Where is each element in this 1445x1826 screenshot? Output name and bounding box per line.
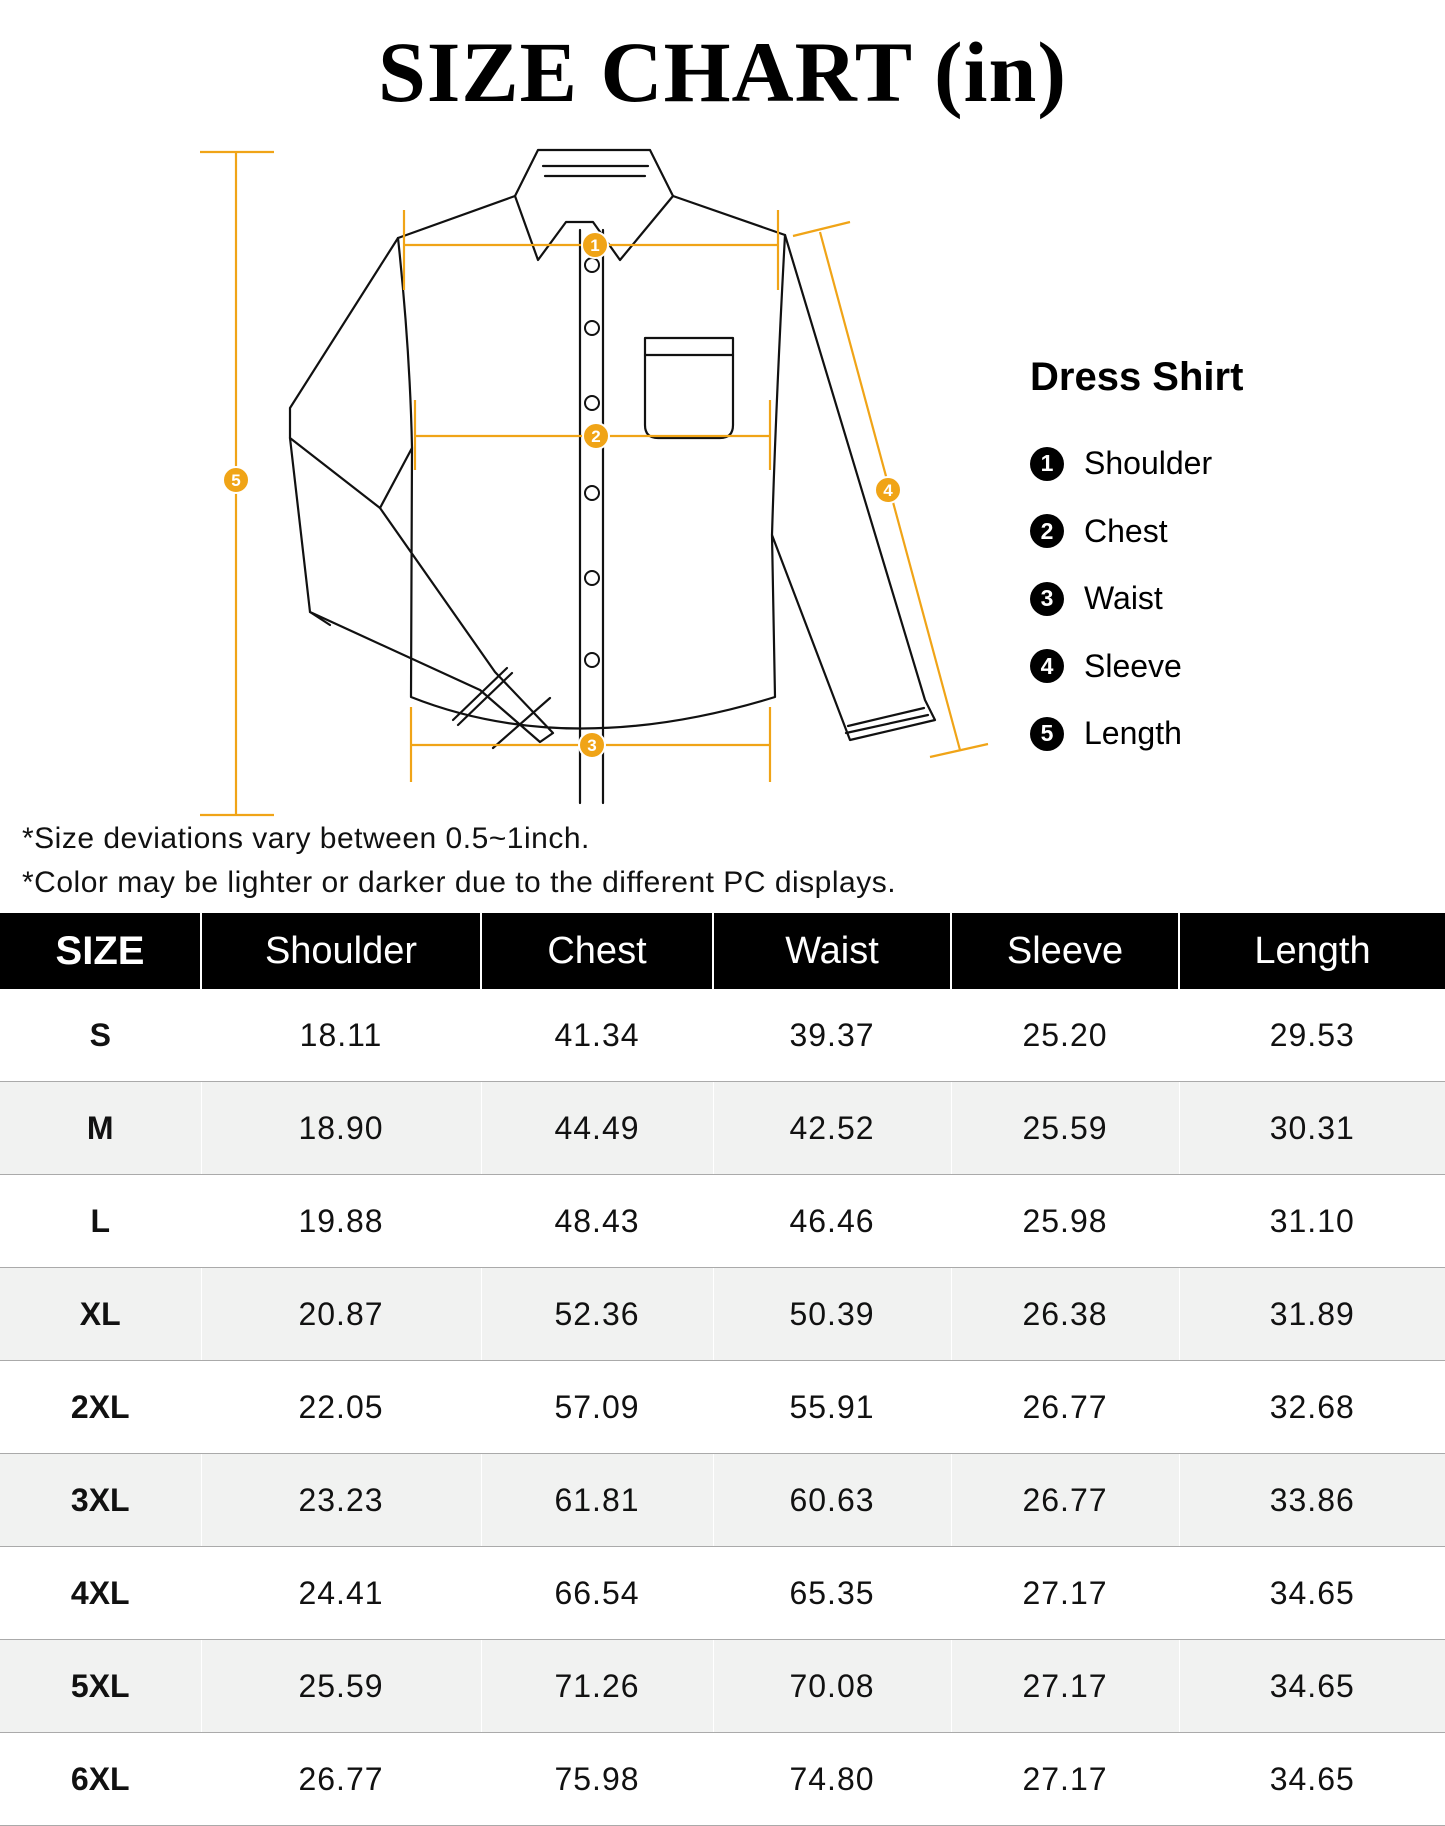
legend-title: Dress Shirt xyxy=(1030,355,1244,399)
legend-label: Sleeve xyxy=(1084,647,1182,684)
cell-shoulder: 18.11 xyxy=(201,989,481,1082)
svg-text:1: 1 xyxy=(590,236,600,255)
cell-size: 4XL xyxy=(0,1547,201,1640)
cell-sleeve: 25.20 xyxy=(951,989,1179,1082)
legend-label: Chest xyxy=(1084,512,1168,549)
legend-label: Waist xyxy=(1084,580,1163,617)
table-row xyxy=(0,1361,1445,1454)
cell-sleeve: 26.77 xyxy=(951,1454,1179,1547)
page-title: SIZE CHART (in) xyxy=(377,24,1068,120)
table-row xyxy=(0,1175,1445,1268)
legend-item-shoulder xyxy=(1030,430,1243,498)
cell-shoulder: 22.05 xyxy=(201,1361,481,1454)
cell-sleeve: 27.17 xyxy=(951,1547,1179,1640)
cell-waist: 42.52 xyxy=(713,1082,951,1175)
shirt-button xyxy=(585,396,599,410)
cell-length: 32.68 xyxy=(1179,1361,1445,1454)
cell-chest: 44.49 xyxy=(481,1082,713,1175)
cell-shoulder: 25.59 xyxy=(201,1640,481,1733)
cell-chest: 52.36 xyxy=(481,1268,713,1361)
cell-length: 29.53 xyxy=(1179,989,1445,1082)
cell-length: 33.86 xyxy=(1179,1454,1445,1547)
cell-size: S xyxy=(0,989,201,1082)
table-row xyxy=(0,1733,1445,1826)
column-header-size: SIZE xyxy=(0,913,201,989)
cell-waist: 74.80 xyxy=(713,1733,951,1826)
cell-waist: 60.63 xyxy=(713,1454,951,1547)
cell-size: L xyxy=(0,1175,201,1268)
note-size-deviation: *Size deviations vary between 0.5~1inch. xyxy=(22,822,590,855)
cell-waist: 50.39 xyxy=(713,1268,951,1361)
cell-shoulder: 18.90 xyxy=(201,1082,481,1175)
cell-chest: 71.26 xyxy=(481,1640,713,1733)
svg-text:2: 2 xyxy=(591,427,601,446)
cell-shoulder: 24.41 xyxy=(201,1547,481,1640)
cell-length: 31.89 xyxy=(1179,1268,1445,1361)
cell-sleeve: 26.77 xyxy=(951,1361,1179,1454)
cell-sleeve: 25.59 xyxy=(951,1082,1179,1175)
column-header-waist: Waist xyxy=(713,913,951,989)
cell-size: M xyxy=(0,1082,201,1175)
cell-shoulder: 20.87 xyxy=(201,1268,481,1361)
svg-text:3: 3 xyxy=(587,736,597,755)
table-row xyxy=(0,1268,1445,1361)
cell-length: 34.65 xyxy=(1179,1547,1445,1640)
table-header-row xyxy=(0,913,1445,989)
cell-length: 30.31 xyxy=(1179,1082,1445,1175)
column-header-sleeve: Sleeve xyxy=(951,913,1179,989)
shirt-button xyxy=(585,486,599,500)
legend-item-length xyxy=(1030,700,1243,768)
cell-size: 5XL xyxy=(0,1640,201,1733)
shirt-pocket xyxy=(645,338,733,438)
column-header-shoulder: Shoulder xyxy=(201,913,481,989)
marker-4 xyxy=(875,477,901,503)
cell-waist: 65.35 xyxy=(713,1547,951,1640)
cell-size: 2XL xyxy=(0,1361,201,1454)
legend xyxy=(1030,355,1243,768)
cell-shoulder: 26.77 xyxy=(201,1733,481,1826)
cell-sleeve: 26.38 xyxy=(951,1268,1179,1361)
table-row xyxy=(0,989,1445,1082)
cell-size: 3XL xyxy=(0,1454,201,1547)
cell-chest: 66.54 xyxy=(481,1547,713,1640)
cell-waist: 55.91 xyxy=(713,1361,951,1454)
cell-shoulder: 19.88 xyxy=(201,1175,481,1268)
svg-text:5: 5 xyxy=(231,471,241,490)
cell-waist: 70.08 xyxy=(713,1640,951,1733)
note-color-display: *Color may be lighter or darker due to the different PC displays. xyxy=(22,866,897,899)
shirt-button xyxy=(585,258,599,272)
cell-length: 31.10 xyxy=(1179,1175,1445,1268)
shirt-button xyxy=(585,653,599,667)
column-header-chest: Chest xyxy=(481,913,713,989)
table-row xyxy=(0,1640,1445,1733)
legend-item-chest xyxy=(1030,498,1243,566)
cell-chest: 48.43 xyxy=(481,1175,713,1268)
legend-item-sleeve xyxy=(1030,633,1243,701)
table-row xyxy=(0,1082,1445,1175)
number-2-icon: 2 xyxy=(1030,514,1064,548)
number-3-icon: 3 xyxy=(1030,582,1064,616)
cell-waist: 39.37 xyxy=(713,989,951,1082)
cell-chest: 57.09 xyxy=(481,1361,713,1454)
marker-1 xyxy=(582,232,608,258)
cell-shoulder: 23.23 xyxy=(201,1454,481,1547)
cell-size: 6XL xyxy=(0,1733,201,1826)
marker-3 xyxy=(579,732,605,758)
shirt-button xyxy=(585,321,599,335)
table-body xyxy=(0,989,1445,1826)
number-5-icon: 5 xyxy=(1030,717,1064,751)
cell-length: 34.65 xyxy=(1179,1640,1445,1733)
cell-chest: 75.98 xyxy=(481,1733,713,1826)
cell-sleeve: 27.17 xyxy=(951,1640,1179,1733)
marker-5 xyxy=(223,467,249,493)
cell-waist: 46.46 xyxy=(713,1175,951,1268)
shirt-button xyxy=(585,571,599,585)
number-4-icon: 4 xyxy=(1030,649,1064,683)
legend-item-waist xyxy=(1030,565,1243,633)
cell-sleeve: 27.17 xyxy=(951,1733,1179,1826)
marker-2 xyxy=(583,423,609,449)
cell-size: XL xyxy=(0,1268,201,1361)
legend-label: Length xyxy=(1084,715,1182,752)
size-table xyxy=(0,913,1445,1826)
shirt-body xyxy=(290,196,935,742)
table-row xyxy=(0,1547,1445,1640)
table-row xyxy=(0,1454,1445,1547)
column-header-length: Length xyxy=(1179,913,1445,989)
number-1-icon: 1 xyxy=(1030,447,1064,481)
cell-chest: 41.34 xyxy=(481,989,713,1082)
cell-length: 34.65 xyxy=(1179,1733,1445,1826)
legend-label: Shoulder xyxy=(1084,445,1213,482)
svg-text:4: 4 xyxy=(883,481,893,500)
cell-sleeve: 25.98 xyxy=(951,1175,1179,1268)
cell-chest: 61.81 xyxy=(481,1454,713,1547)
